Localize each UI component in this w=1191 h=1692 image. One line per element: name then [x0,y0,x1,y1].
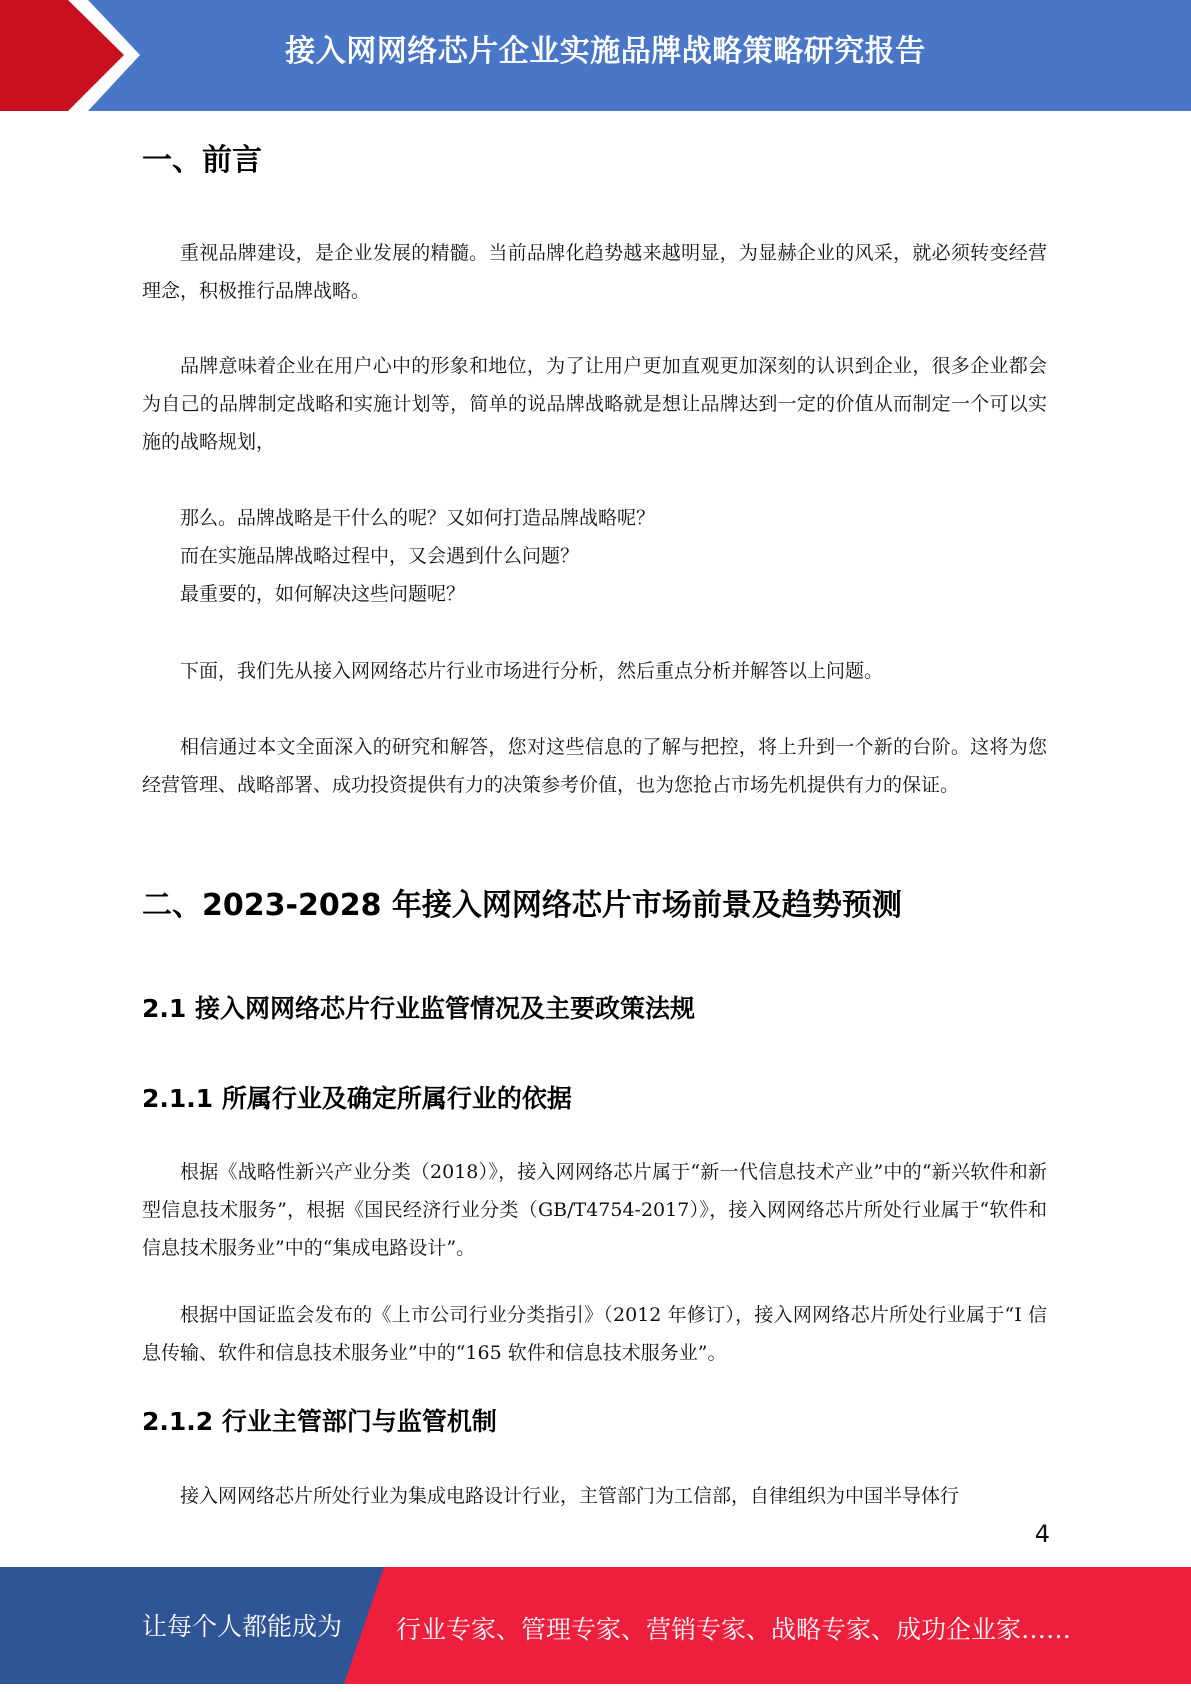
page-number: 4 [1034,1520,1050,1548]
paragraph: 接入网网络芯片所处行业为集成电路设计行业，主管部门为工信部，自律组织为中国半导体行 [180,1485,960,1507]
report-title: 接入网网络芯片企业实施品牌战略策略研究报告 [285,34,926,69]
header-banner [0,0,1191,111]
paragraph: 下面，我们先从接入网网络芯片行业市场进行分析，然后重点分析并解答以上问题。 [180,660,884,682]
paragraph: 根据《战略性新兴产业分类（2018）》，接入网网络芯片属于“新一代信息技术产业”中的“新兴软件和新型信息技术服务”，根据《国民经济行业分类（GB/T4754-2017）》，接入网网络芯片所处行业属于“软件和信息技术服务业”中的“集成电路设计”。 [142,1161,1047,1259]
footer-slogan-left: 让每个人都能成为 [142,1612,343,1641]
section-heading-preface: 一、前言 [142,143,262,178]
subsection-heading-2-1-1: 2.1.1 所属行业及确定所属行业的依据 [142,1084,572,1113]
question-line: 最重要的，如何解决这些问题呢？ [180,583,466,605]
paragraph: 品牌意味着企业在用户心中的形象和地位，为了让用户更加直观更加深刻的认识到企业，很多企业都会为自己的品牌制定战略和实施计划等，简单的说品牌战略就是想让品牌达到一定的价值从而制定一个可以实施的战略规划， [142,355,1047,453]
red-arrow-decoration [0,0,150,111]
paragraph: 根据中国证监会发布的《上市公司行业分类指引》（2012 年修订），接入网网络芯片所处行业属于“I 信息传输、软件和信息技术服务业”中的“165 软件和信息技术服务业”。 [142,1304,1047,1364]
question-line: 而在实施品牌战略过程中，又会遇到什么问题？ [180,545,580,567]
paragraph: 相信通过本文全面深入的研究和解答，您对这些信息的了解与把控，将上升到一个新的台阶。这将为您经营管理、战略部署、成功投资提供有力的决策参考价值，也为您抢占市场先机提供有力的保证。 [142,736,1047,796]
paragraph: 重视品牌建设，是企业发展的精髓。当前品牌化趋势越来越明显，为显赫企业的风采，就必须转变经营理念，积极推行品牌战略。 [142,242,1047,302]
footer-slogan-right: 行业专家、管理专家、营销专家、战略专家、成功企业家…… [396,1615,1072,1644]
question-line: 那么。品牌战略是干什么的呢？又如何打造品牌战略呢？ [180,507,656,529]
footer-banner [0,1567,1191,1684]
subsection-heading-2-1-2: 2.1.2 行业主管部门与监管机制 [142,1407,497,1436]
subsection-heading-2-1: 2.1 接入网网络芯片行业监管情况及主要政策法规 [142,994,695,1023]
section-heading-forecast: 二、2023-2028 年接入网网络芯片市场前景及趋势预测 [142,888,902,923]
